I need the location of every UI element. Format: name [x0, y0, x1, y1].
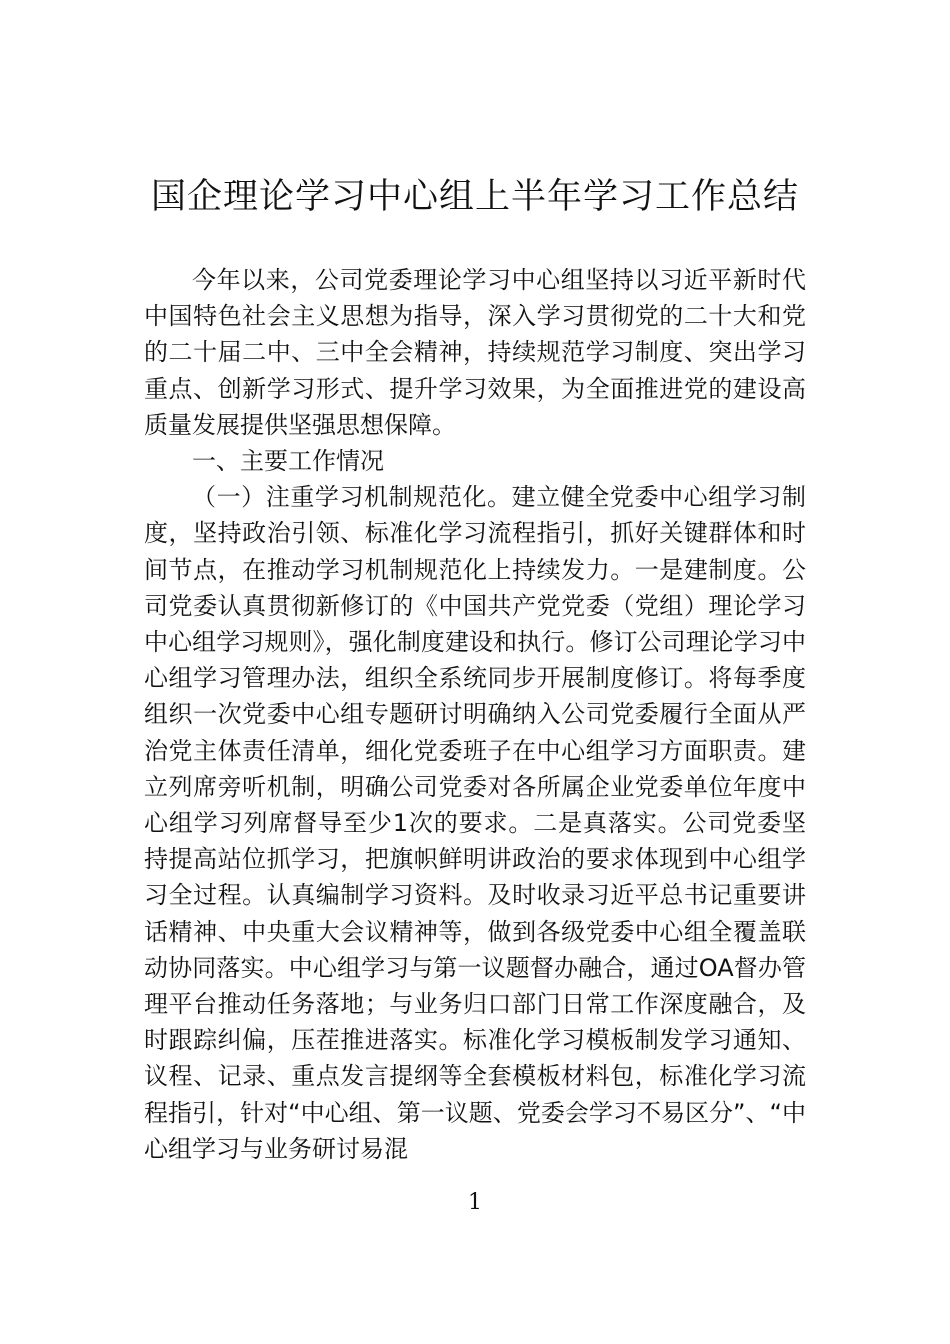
- document-body: [144, 262, 806, 1167]
- section-heading: 一、主要工作情况: [192, 447, 384, 476]
- page-number: 1: [468, 1190, 482, 1215]
- document-title: 国企理论学习中心组上半年学习工作总结: [150, 177, 799, 217]
- intro-paragraph: 今年以来，公司党委理论学习中心组坚持以习近平新时代中国特色社会主义思想为指导，深入学习贯彻党的二十大和党的二十届二中、三中全会精神，持续规范学习制度、突出学习重点、创新学习形式、提升学习效果，为全面推进党的建设高质量发展提供坚强思想保障。: [144, 266, 806, 439]
- subsection-paragraph: （一）注重学习机制规范化。建立健全党委中心组学习制度，坚持政治引领、标准化学习流程指引，抓好关键群体和时间节点，在推动学习机制规范化上持续发力。一是建制度。公司党委认真贯彻新修订的《中国共产党党委（党组）理论学习中心组学习规则》，强化制度建设和执行。修订公司理论学习中心组学习管理办法，组织全系统同步开展制度修订。将每季度组织一次党委中心组专题研讨明确纳入公司党委履行全面从严治党主体责任清单，细化党委班子在中心组学习方面职责。建立列席旁听机制，明确公司党委对各所属企业党委单位年度中心组学习列席督导至少1次的要求。二是真落实。公司党委坚持提高站位抓学习，把旗帜鲜明讲政治的要求体现到中心组学习全过程。认真编制学习资料。及时收录习近平总书记重要讲话精神、中央重大会议精神等，做到各级党委中心组全覆盖联动协同落实。中心组学习与第一议题督办融合，通过OA督办管理平台推动任务落地；与业务归口部门日常工作深度融合，及时跟踪纠偏，压茬推进落实。标准化学习模板制发学习通知、议程、记录、重点发言提纲等全套模板材料包，标准化学习流程指引，针对“中心组、第一议题、党委会学习不易区分”、“中心组学习与业务研讨易混: [144, 483, 806, 1163]
